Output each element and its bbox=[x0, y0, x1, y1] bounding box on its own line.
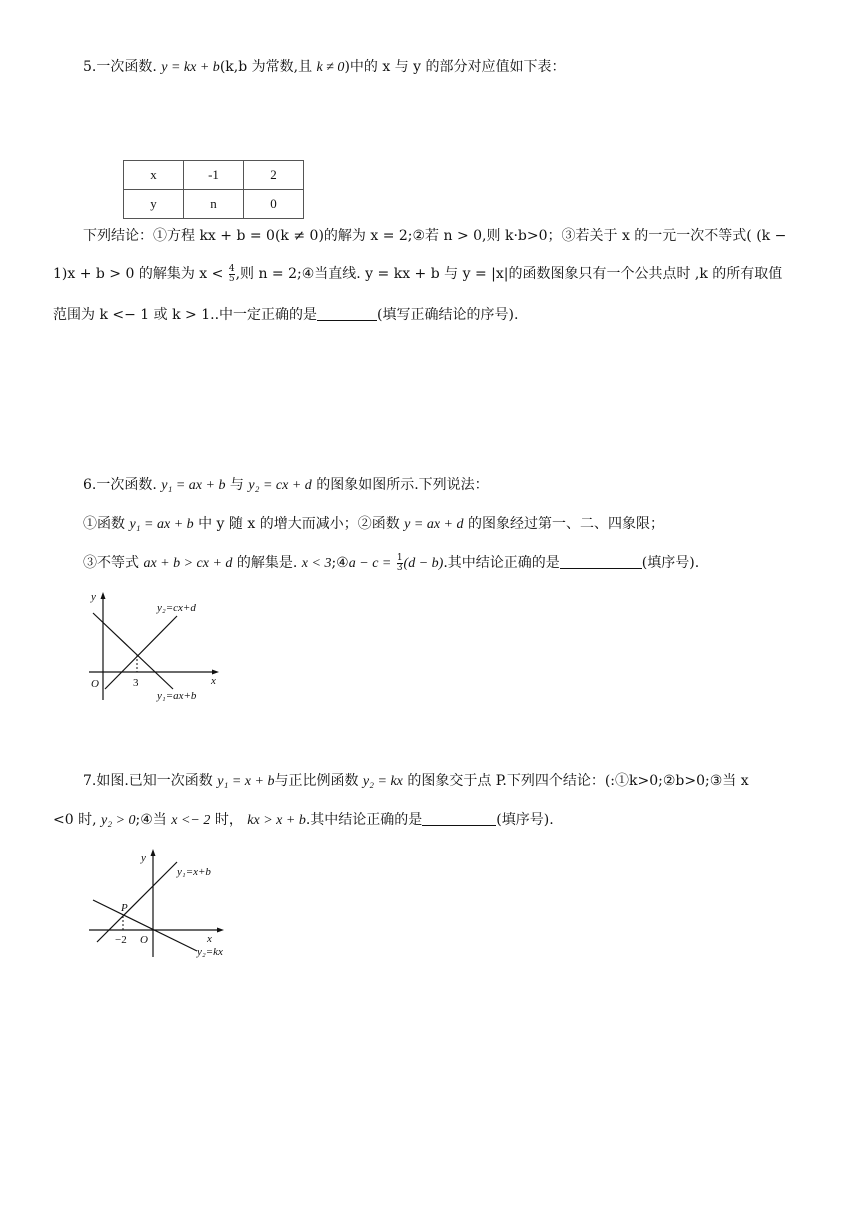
q7-formula: kx > x + b bbox=[247, 813, 306, 828]
y-axis-label: y bbox=[91, 591, 96, 603]
q6-text: ③不等式 bbox=[83, 555, 139, 571]
q7-formula: y₁ = x + b bbox=[217, 774, 275, 789]
q6-formula: (d − b) bbox=[403, 556, 444, 571]
q5-text: 1)x + b > 0 的解集为 x < bbox=[53, 266, 224, 282]
table-cell: x bbox=[124, 161, 184, 190]
q7-text: <0 时, bbox=[53, 812, 97, 828]
fraction-numerator: 1 bbox=[396, 552, 403, 563]
x-axis-label: x bbox=[207, 933, 212, 945]
q5-text: (填写正确结论的序号). bbox=[377, 307, 519, 323]
tick-label: −2 bbox=[115, 934, 127, 946]
y-axis-arrow bbox=[101, 592, 106, 599]
q6-text: 的图象经过第一、二、四象限； bbox=[467, 516, 664, 532]
tick-label: 3 bbox=[133, 677, 139, 689]
q6-line-1 bbox=[83, 475, 489, 496]
q7-text: .其中结论正确的是 bbox=[305, 812, 423, 828]
q6-formula: y₁ = ax + b bbox=[161, 478, 226, 493]
q5-line-2 bbox=[83, 226, 786, 246]
q6-formula: y₁ = ax + b bbox=[129, 517, 194, 532]
origin-label: O bbox=[140, 934, 148, 946]
y-axis-arrow bbox=[151, 849, 156, 856]
x-axis-arrow bbox=[212, 670, 219, 675]
line-y2-label: y₂=kx bbox=[197, 946, 223, 958]
fraction-numerator: 4 bbox=[228, 263, 235, 274]
q6-text: ①函数 bbox=[83, 516, 125, 532]
q6-text: 的解集是. bbox=[236, 555, 298, 571]
q6-formula: y = ax + d bbox=[404, 517, 464, 532]
q7-text: ;④当 bbox=[135, 812, 167, 828]
fraction bbox=[229, 265, 235, 284]
table-row bbox=[124, 190, 304, 219]
y-axis-label: y bbox=[141, 852, 146, 864]
q5-text: 5.一次函数. bbox=[83, 59, 157, 75]
q6-text: (填序号). bbox=[641, 555, 700, 571]
table-cell: 0 bbox=[244, 190, 304, 219]
q5-value-table bbox=[123, 160, 304, 219]
q5-line-4 bbox=[53, 305, 518, 325]
q6-text: 与 bbox=[229, 477, 244, 493]
q5-line-3 bbox=[53, 264, 782, 284]
q5-text: (k,b 为常数,且 bbox=[219, 59, 313, 75]
point-p-label: P bbox=[121, 902, 128, 914]
q7-text: 时， bbox=[214, 812, 243, 828]
q6-text: .其中结论正确的是 bbox=[443, 555, 560, 571]
x-axis-arrow bbox=[217, 928, 224, 933]
q7-graph-figure bbox=[85, 845, 240, 965]
q6-text: 6.一次函数. bbox=[83, 477, 157, 493]
q6-formula: ax + b > cx + d bbox=[143, 556, 233, 571]
q5-text: 下列结论：①方程 kx + b = 0(k ≠ 0)的解为 x = 2;②若 n > 0,则 k·b>0；③若关于 x 的一元一次不等式( (k − bbox=[83, 228, 787, 244]
q7-text: 的图象交于点 P.下列四个结论：(:①k>0;②b>0;③当 x bbox=[407, 773, 749, 789]
q7-line-2 bbox=[53, 810, 554, 831]
table-cell: n bbox=[184, 190, 244, 219]
line-y2 bbox=[105, 616, 177, 689]
table-cell: y bbox=[124, 190, 184, 219]
line-y1-label: y₁=x+b bbox=[177, 866, 211, 878]
fraction bbox=[397, 554, 403, 573]
q5-text: )中的 x 与 y 的部分对应值如下表： bbox=[344, 59, 566, 75]
q6-line-2 bbox=[83, 514, 664, 535]
q7-text: 与正比例函数 bbox=[274, 773, 359, 789]
q6-formula: y₂ = cx + d bbox=[248, 478, 312, 493]
answer-blank[interactable] bbox=[422, 811, 496, 826]
q6-formula: a − c = bbox=[348, 556, 392, 571]
q6-graph-figure bbox=[85, 588, 225, 706]
table-row bbox=[124, 161, 304, 190]
q7-text: 7.如图.已知一次函数 bbox=[83, 773, 213, 789]
q5-formula: k ≠ 0 bbox=[316, 60, 345, 75]
fraction-denominator: 3 bbox=[396, 562, 403, 573]
q6-text: ;④ bbox=[331, 555, 349, 571]
origin-label: O bbox=[91, 678, 99, 690]
q5-formula: y = kx + b bbox=[161, 60, 220, 75]
x-axis-label: x bbox=[211, 675, 216, 687]
q6-line-3 bbox=[83, 553, 699, 574]
line-y1-label: y₁=ax+b bbox=[157, 690, 197, 702]
q5-text: ,则 n = 2;④当直线. y = kx + b 与 y = |x|的函数图象只有一个公共点时 ,k 的所有取值 bbox=[235, 266, 783, 282]
q7-formula: x <− 2 bbox=[171, 813, 211, 828]
answer-blank[interactable] bbox=[317, 306, 377, 321]
table-cell: -1 bbox=[184, 161, 244, 190]
q7-line-1 bbox=[83, 771, 749, 792]
line-y2-label: y₂=cx+d bbox=[157, 602, 196, 614]
q6-text: 中 y 随 x 的增大而减小；②函数 bbox=[198, 516, 400, 532]
q5-line-1 bbox=[83, 57, 566, 78]
q7-text: (填序号). bbox=[496, 812, 554, 828]
q7-formula: y₂ = kx bbox=[362, 774, 403, 789]
answer-blank[interactable] bbox=[560, 554, 642, 569]
q5-text: 范围为 k <− 1 或 k > 1..中一定正确的是 bbox=[53, 307, 318, 323]
fraction-denominator: 5 bbox=[228, 273, 235, 284]
q6-text: 的图象如图所示.下列说法： bbox=[316, 477, 489, 493]
table-cell: 2 bbox=[244, 161, 304, 190]
q6-formula: x < 3 bbox=[301, 556, 332, 571]
q7-formula: y₂ > 0 bbox=[101, 813, 136, 828]
